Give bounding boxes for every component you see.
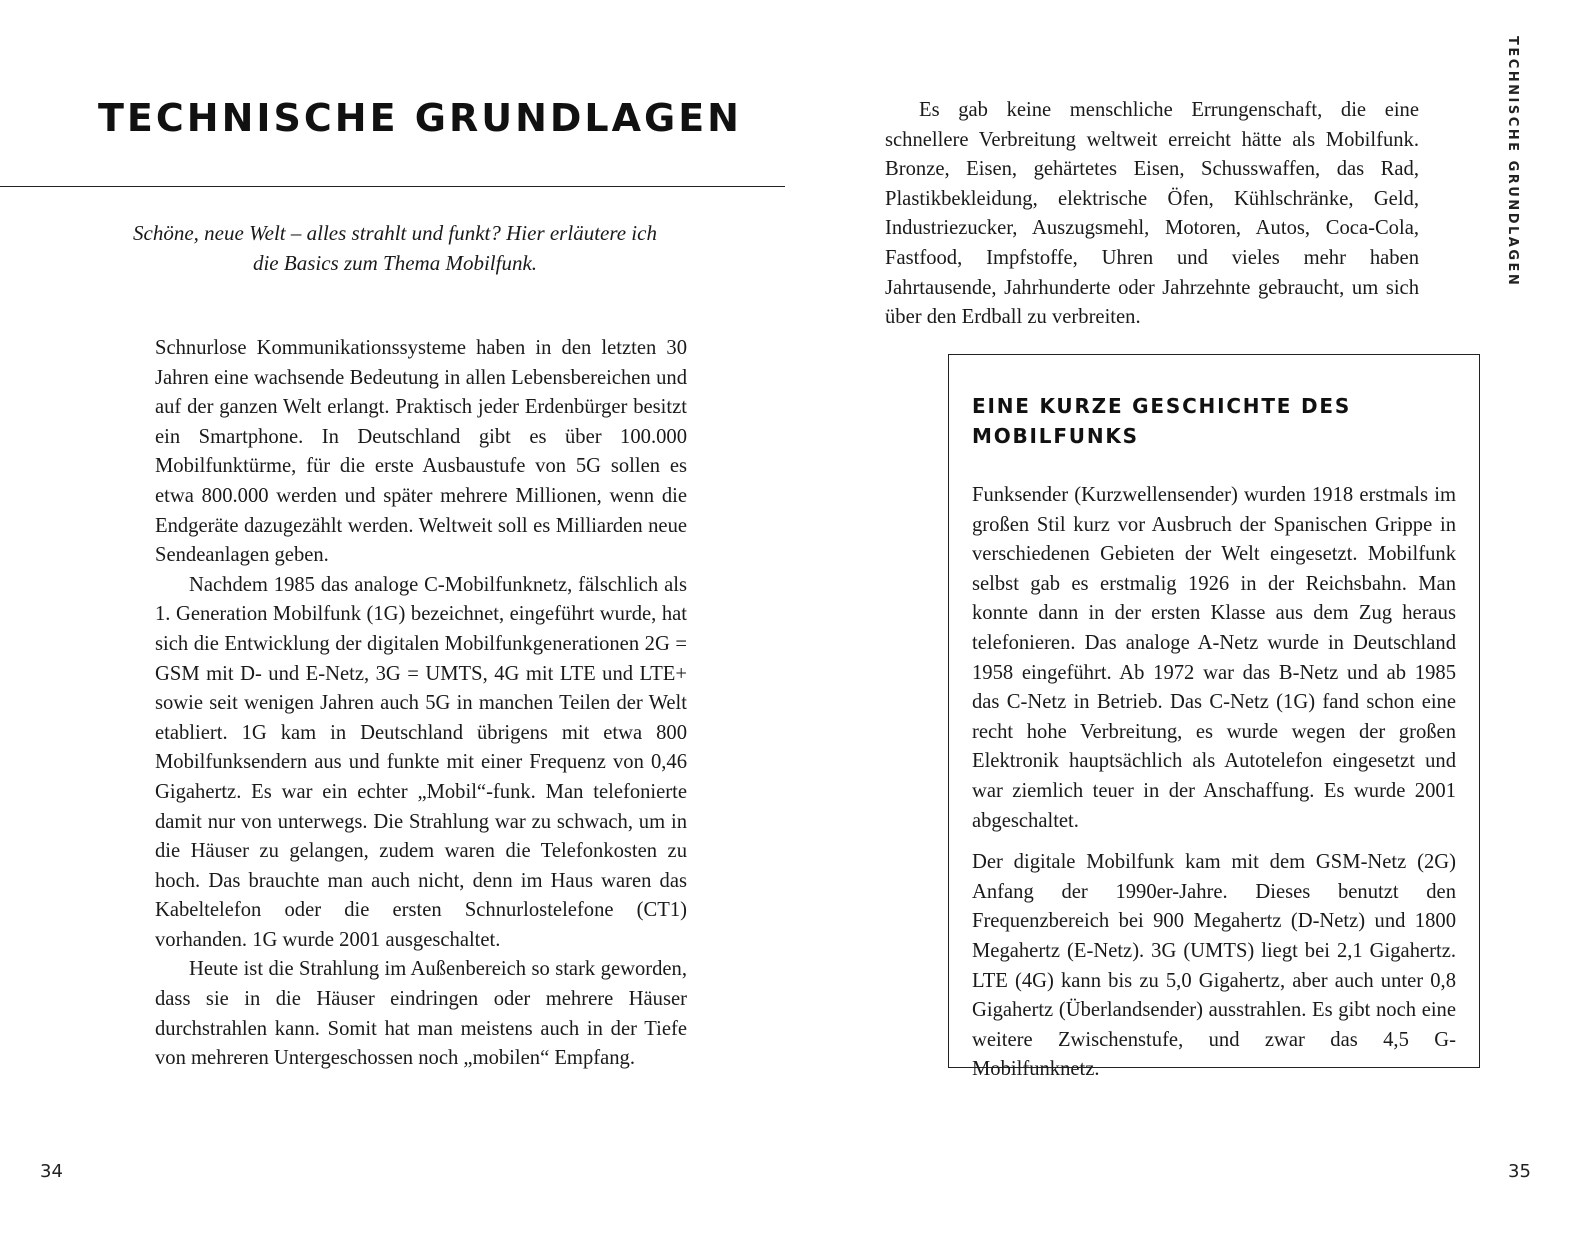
title-divider [0,186,785,187]
infobox-paragraph: Funksender (Kurzwellensender) wurden 1918 erstmals im großen Stil kurz vor Ausbruch der Spanischen Grippe in verschiedenen Gebieten der Welt eingesetzt. Mobilfunk selbst gab es erstmalig 1926 in der Reichsbahn. Man konnte dann in der ersten Klasse aus dem Zug heraus telefonieren. Das analoge A-Netz wurde in Deutschland 1958 eingeführt. Ab 1972 war das B-Netz und ab 1985 das C-Netz in Betrieb. Das C-Netz (1G) fand schon eine recht hohe Verbreitung, es wurde wegen der großen Elektronik hauptsächlich als Autotelefon eingesetzt und war ziemlich teuer in der Anschaffung. Es wurde 2001 abgeschaltet. [972,484,1456,832]
page-number-left: 34 [40,1161,63,1182]
infobox-title: EINE KURZE GESCHICHTE DES MOBILFUNKS [972,394,1352,448]
history-infobox [948,354,1480,1081]
body-paragraph: Heute ist die Strahlung im Außenbereich so stark geworden, dass sie in die Häuser eindringen oder mehrere Häuser durchstrahlen kann. Somit hat man meistens auch in der Tiefe von mehreren Untergeschossen noch „mobilen“ Empfang. [155,958,687,1070]
chapter-intro: Schöne, neue Welt – alles strahlt und funkt? Hier erläutere ich die Basics zum Thema Mobilfunk. [133,221,657,275]
page-number-right: 35 [1508,1161,1531,1182]
left-body-text [155,334,687,1074]
infobox-text [972,481,1456,1085]
body-paragraph: Schnurlose Kommunikationssysteme haben in den letzten 30 Jahren eine wachsende Bedeutung in allen Lebensbereichen und auf der ganzen Welt erlangt. Praktisch jeder Erdenbürger besitzt ein Smartphone. In Deutschland gibt es über 100.000 Mobilfunktürme, für die erste Ausbaustufe von 5G sollen es etwa 800.000 werden und später mehrere Millionen, wenn die Endgeräte dazugezählt werden. Weltweit soll es Milliarden neue Sendeanlagen geben. [155,337,687,567]
body-paragraph: Nachdem 1985 das analoge C-Mobilfunknetz, fälschlich als 1. Generation Mobilfunk (1G) bezeichnet, eingeführt wurde, hat sich die Entwicklung der digitalen Mobilfunkgenerationen 2G = GSM mit D- und E-Netz, 3G = UMTS, 4G mit LTE und LTE+ sowie seit wenigen Jahren auch 5G in manchen Teilen der Welt etabliert. 1G kam in Deutschland übrigens mit etwa 800 Mobilfunksendern aus und funkte mit einer Frequenz von 0,46 Gigahertz. Es war ein echter „Mobil“-funk. Man telefonierte damit nur von unterwegs. Die Strahlung war zu schwach, um in die Häuser zu gelangen, zudem waren die Telefonkosten zu hoch. Das brauchte man auch nicht, denn im Haus waren das Kabeltelefon oder die ersten Schnurlostelefone (CT1) vorhanden. 1G wurde 2001 ausgeschaltet. [155,573,687,951]
running-head: TECHNISCHE GRUNDLAGEN [1505,36,1520,288]
right-page [797,0,1594,1240]
right-body-paragraph: Es gab keine menschliche Errungenschaft, die eine schnellere Verbreitung weltweit erreicht hätte als Mobilfunk. Bronze, Eisen, gehärtetes Eisen, Schusswaffen, das Rad, Plastikbekleidung, elektrische Öfen, Kühlschränke, Geld, Industriezucker, Auszugsmehl, Motoren, Autos, Coca-Cola, Fastfood, Impfstoffe, Uhren und vieles mehr haben Jahrtausende, Jahrhunderte oder Jahrzehnte gebraucht, um sich über den Erdball zu verbreiten. [885,99,1419,329]
chapter-title: TECHNISCHE GRUNDLAGEN [98,96,742,140]
infobox-paragraph: Der digitale Mobilfunk kam mit dem GSM-Netz (2G) Anfang der 1990er-Jahre. Dieses benutzt den Frequenzbereich bei 900 Megahertz (D-Netz) und 1800 Megahertz (E-Netz). 3G (UMTS) liegt bei 2,1 Gigahertz. LTE (4G) kann bis zu 5,0 Gigahertz, aber auch unter 0,8 Gigahertz (Überlandsender) ausstrahlen. Es gibt noch eine weitere Zwischenstufe, und zwar das 4,5 G-Mobilfunknetz. [972,851,1456,1081]
